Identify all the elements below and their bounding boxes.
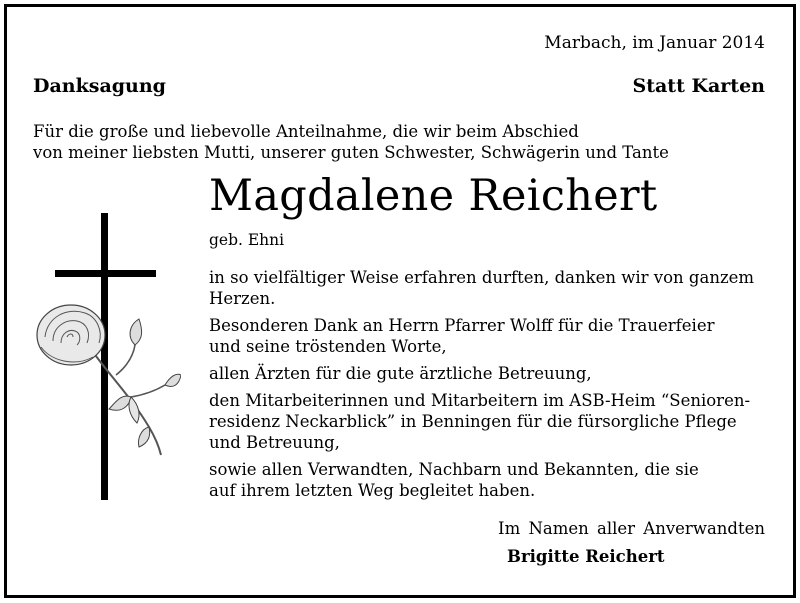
text-line: Herzen.: [209, 289, 276, 308]
cross-icon-bar: [55, 270, 156, 277]
intro-line: Für die große und liebevolle Anteilnahme, die wir beim Abschied: [33, 122, 579, 141]
deceased-name: Magdalene Reichert: [209, 171, 658, 221]
text-line: und Betreuung,: [209, 433, 340, 452]
text-line: residenz Neckarblick” in Benningen für die fürsorgliche Pflege: [209, 412, 737, 431]
rose-icon: [31, 297, 181, 457]
text-line: sowie allen Verwandten, Nachbarn und Bekannten, die sie: [209, 460, 699, 479]
text-line: den Mitarbeiterinnen und Mitarbeitern im ASB-Heim “Senioren-: [209, 391, 751, 410]
text-line: auf ihrem letzten Weg begleitet haben.: [209, 481, 536, 500]
signature-intro: Im Namen aller Anverwandten: [498, 519, 765, 538]
thanks-text: [209, 267, 754, 507]
thanks-paragraph: [209, 315, 754, 357]
intro-text: [33, 121, 669, 163]
obituary-card: [4, 4, 796, 598]
thanks-paragraph: [209, 363, 754, 384]
thanks-paragraph: [209, 390, 754, 453]
intro-line: von meiner liebsten Mutti, unserer guten Schwester, Schwägerin und Tante: [33, 143, 669, 162]
text-line: allen Ärzten für die gute ärztliche Betreuung,: [209, 364, 592, 383]
signature-name: Brigitte Reichert: [507, 547, 665, 566]
thanks-paragraph: [209, 459, 754, 501]
heading-danksagung: Danksagung: [33, 75, 166, 97]
thanks-paragraph: [209, 267, 754, 309]
text-line: Besonderen Dank an Herrn Pfarrer Wolff für die Trauerfeier: [209, 316, 715, 335]
text-line: in so vielfältiger Weise erfahren durften, danken wir von ganzem: [209, 268, 755, 287]
text-line: und seine tröstenden Worte,: [209, 337, 447, 356]
place-date: Marbach, im Januar 2014: [544, 33, 765, 53]
maiden-name: geb. Ehni: [209, 231, 285, 249]
heading-statt-karten: Statt Karten: [632, 75, 765, 97]
